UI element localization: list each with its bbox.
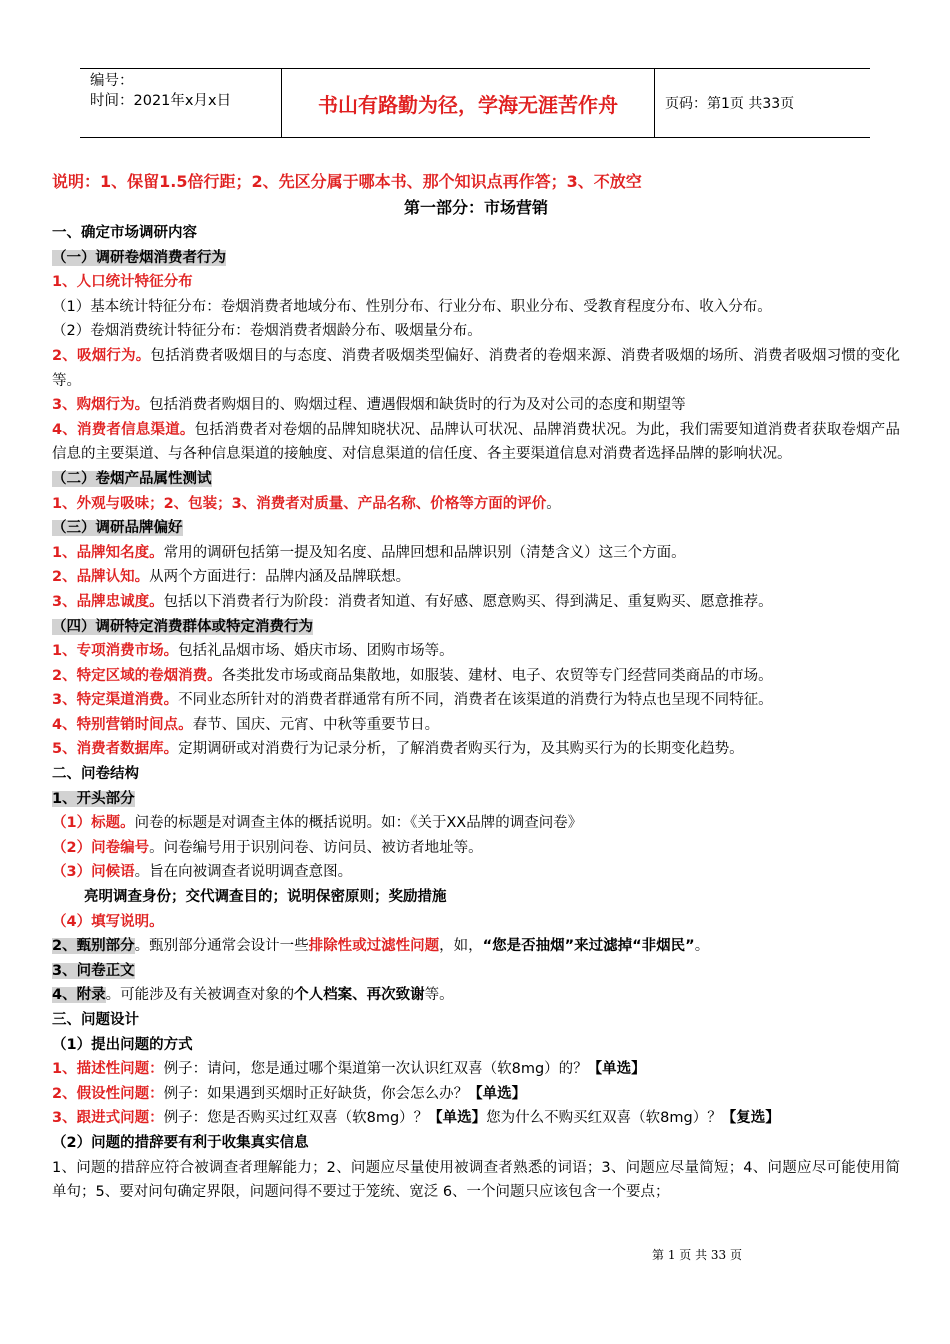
- paragraph: 1、外观与吸味；2、包装；3、消费者对质量、产品名称、价格等方面的评价。: [52, 495, 561, 512]
- paragraph: 2、甄别部分。甄别部分通常会设计一些排除性或过滤性问题，如，“您是否抽烟”来过滤掉“非烟民”。: [52, 938, 710, 955]
- notice: 说明：1、保留1.5倍行距；2、先区分属于哪本书、那个知识点再作答；3、不放空: [52, 172, 642, 191]
- time-label: 时间：2021年x月x日: [90, 93, 232, 109]
- section-title: 二、问卷结构: [52, 766, 139, 783]
- item-heading: （2）问题的措辞要有利于收集真实信息: [52, 1134, 309, 1151]
- section-title: 一、确定市场调研内容: [52, 225, 197, 241]
- subsection-heading: （二）卷烟产品属性测试: [52, 470, 212, 487]
- paragraph: 亮明调查身份；交代调查目的；说明保密原则；奖励措施: [84, 889, 447, 906]
- item-heading: 1、人口统计特征分布: [52, 274, 193, 291]
- item-heading: （4）填写说明。: [52, 913, 164, 930]
- paragraph: （3）问候语。旨在向被调查者说明调查意图。: [52, 864, 353, 881]
- paragraph: （2）卷烟消费统计特征分布：卷烟消费者烟龄分布、吸烟量分布。: [52, 323, 482, 340]
- header-meta: [80, 69, 282, 137]
- document-body: [52, 168, 900, 1205]
- paragraph: 3、跟进式问题：例子：您是否购买过红双喜（软8mg）？【单选】您为什么不购买红双喜（软8mg）？【复选】: [52, 1110, 780, 1127]
- paragraph: 2、品牌认知。从两个方面进行：品牌内涵及品牌联想。: [52, 569, 411, 586]
- subsection-heading: （一）调研卷烟消费者行为: [52, 249, 226, 266]
- paragraph: 2、吸烟行为。包括消费者吸烟目的与态度、消费者吸烟类型偏好、消费者的卷烟来源、消费者吸烟的场所、消费者吸烟习惯的变化等。: [52, 347, 901, 389]
- paragraph: 3、特定渠道消费。不同业态所针对的消费者群通常有所不同，消费者在该渠道的消费行为特点也呈现不同特征。: [52, 692, 773, 709]
- paragraph: 4、特别营销时间点。春节、国庆、元宵、中秋等重要节日。: [52, 716, 440, 733]
- paragraph: 2、特定区域的卷烟消费。各类批发市场或商品集散地，如服装、建材、电子、农贸等专门经营同类商品的市场。: [52, 667, 773, 684]
- code-label: 编号：: [90, 73, 134, 89]
- paragraph: 1、品牌知名度。常用的调研包括第一提及知名度、品牌回想和品牌识别（清楚含义）这三个方面。: [52, 544, 686, 561]
- paragraph: 3、购烟行为。包括消费者购烟目的、购烟过程、遭遇假烟和缺货时的行为及对公司的态度和期望等: [52, 397, 686, 414]
- paragraph: （1）标题。问卷的标题是对调查主体的概括说明。如：《关于XX品牌的调查问卷》: [52, 815, 583, 832]
- paragraph: （2）问卷编号。问卷编号用于识别问卷、访问员、被访者地址等。: [52, 839, 483, 856]
- subsection-heading: （三）调研品牌偏好: [52, 520, 183, 537]
- paragraph: 3、品牌忠诚度。包括以下消费者行为阶段：消费者知道、有好感、愿意购买、得到满足、重复购买、愿意推荐。: [52, 593, 773, 610]
- paragraph: 5、消费者数据库。定期调研或对消费行为记录分析，了解消费者购买行为，及其购买行为的长期变化趋势。: [52, 741, 744, 758]
- paragraph: 1、专项消费市场。包括礼品烟市场、婚庆市场、团购市场等。: [52, 643, 454, 660]
- paragraph: 1、问题的措辞应符合被调查者理解能力；2、问题应尽量使用被调查者熟悉的词语；3、问题应尽量简短；4、问题应尽可能使用简单句；5、要对问句确定界限，问题问得不要过于笼统、宽泛 6、一个问题只应该包含一个要点；: [52, 1159, 900, 1201]
- paragraph: 4、附录。可能涉及有关被调查对象的个人档案、再次致谢等。: [52, 987, 454, 1004]
- paragraph: 4、消费者信息渠道。包括消费者对卷烟的品牌知晓状况、品牌认可状况、品牌消费状况。为此，我们需要知道消费者获取卷烟产品信息的主要渠道、与各种信息渠道的接触度、对信息渠道的信任度、各主要渠道信息对消费者选择品牌的影响状况。: [52, 421, 900, 463]
- item-heading: （1）提出问题的方式: [52, 1036, 193, 1053]
- section-title: 三、问题设计: [52, 1012, 139, 1028]
- subsection-heading: 3、问卷正文: [52, 962, 135, 979]
- part-title: 第一部分：市场营销: [403, 198, 548, 217]
- motto: 书山有路勤为径，学海无涯苦作舟: [282, 69, 655, 137]
- subsection-heading: （四）调研特定消费群体或特定消费行为: [52, 618, 313, 635]
- paragraph: 2、假设性问题：例子：如果遇到买烟时正好缺货，你会怎么办？【单选】: [52, 1085, 527, 1102]
- page-info: 页码：第1页 共33页: [665, 96, 795, 112]
- paragraph: （1）基本统计特征分布：卷烟消费者地域分布、性别分布、行业分布、职业分布、受教育程度分布、收入分布。: [52, 298, 772, 315]
- subsection-heading: 1、开头部分: [52, 790, 135, 807]
- page-header: [80, 68, 870, 138]
- paragraph: 1、描述性问题：例子：请问，您是通过哪个渠道第一次认识红双喜（软8mg）的？【单选】: [52, 1061, 646, 1078]
- page-footer: 第 1 页 共 33 页: [652, 1248, 742, 1262]
